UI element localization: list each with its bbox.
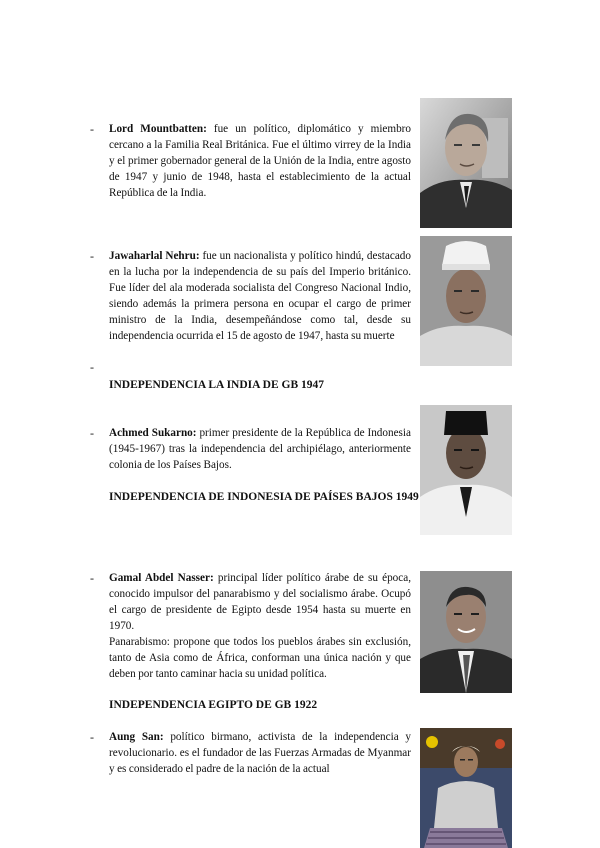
photo-nehru <box>420 236 512 366</box>
bullet-nehru: - <box>90 249 94 263</box>
bullet-empty: - <box>90 360 94 374</box>
entry-nehru-name: Jawaharlal Nehru: <box>109 250 200 262</box>
photo-aung-san <box>420 728 512 848</box>
entry-nasser <box>109 570 411 682</box>
photo-sukarno <box>420 405 512 535</box>
bullet-nasser: - <box>90 571 94 585</box>
heading-india: INDEPENDENCIA LA INDIA DE GB 1947 <box>109 379 325 391</box>
heading-indonesia: INDEPENDENCIA DE INDONESIA DE PAÍSES BAJOS 1949 <box>109 491 419 503</box>
bullet-aung-san: - <box>90 730 94 744</box>
entry-nehru <box>109 248 411 344</box>
entry-aung-san <box>109 729 411 777</box>
entry-nasser-panarabismo: Panarabismo: propone que todos los pueblos árabes sin exclusión, tanto de Asia como de África, conforman una única nación y que deben por tanto caminar hacia su unidad política. <box>109 636 411 680</box>
entry-mountbatten <box>109 121 411 201</box>
entry-aung-san-text: político birmano, activista de la independencia y revolucionario. es el fundador de las Fuerzas Armadas de Myanmar y es considerado el padre de la nación de la actual <box>109 731 411 775</box>
photo-mountbatten <box>420 98 512 228</box>
entry-aung-san-name: Aung San: <box>109 731 164 743</box>
entry-sukarno-text: primer presidente de la República de Indonesia (1945-1967) tras la independencia del archipiélago, anteriormente colonia de los Países Bajos. <box>109 427 411 471</box>
entry-mountbatten-text: fue un político, diplomático y miembro cercano a la Familia Real Británica. Fue el último virrey de la India y el primer gobernador general de la Unión de la India, entre agosto de 1947 y junio de 1948, hasta el establecimiento de la actual República de la India. <box>109 123 412 199</box>
entry-nasser-text: principal líder político árabe de su época, conocido impulsor del panarabismo y del socialismo árabe. Ocupó el cargo de presidente de Egipto desde 1954 hasta su muerte en 1970. <box>109 572 412 632</box>
bullet-mountbatten: - <box>90 122 94 136</box>
entry-sukarno <box>109 425 411 473</box>
photo-nasser <box>420 571 512 693</box>
entry-nasser-name: Gamal Abdel Nasser: <box>109 572 214 584</box>
entry-sukarno-name: Achmed Sukarno: <box>109 427 197 439</box>
heading-egypt: INDEPENDENCIA EGIPTO DE GB 1922 <box>109 699 318 711</box>
entry-nehru-text: fue un nacionalista y político hindú, destacado en la lucha por la independencia de su país del Imperio británico. Fue líder del ala moderada socialista del Congreso Nacional Indio, siendo además la primera persona en ocupar el cargo de primer ministro de la India, desempeñándose como tal, desde su independencia ocurrida el 15 de agosto de 1947, hasta su muerte <box>109 250 411 342</box>
entry-mountbatten-name: Lord Mountbatten: <box>109 123 207 135</box>
bullet-sukarno: - <box>90 426 94 440</box>
